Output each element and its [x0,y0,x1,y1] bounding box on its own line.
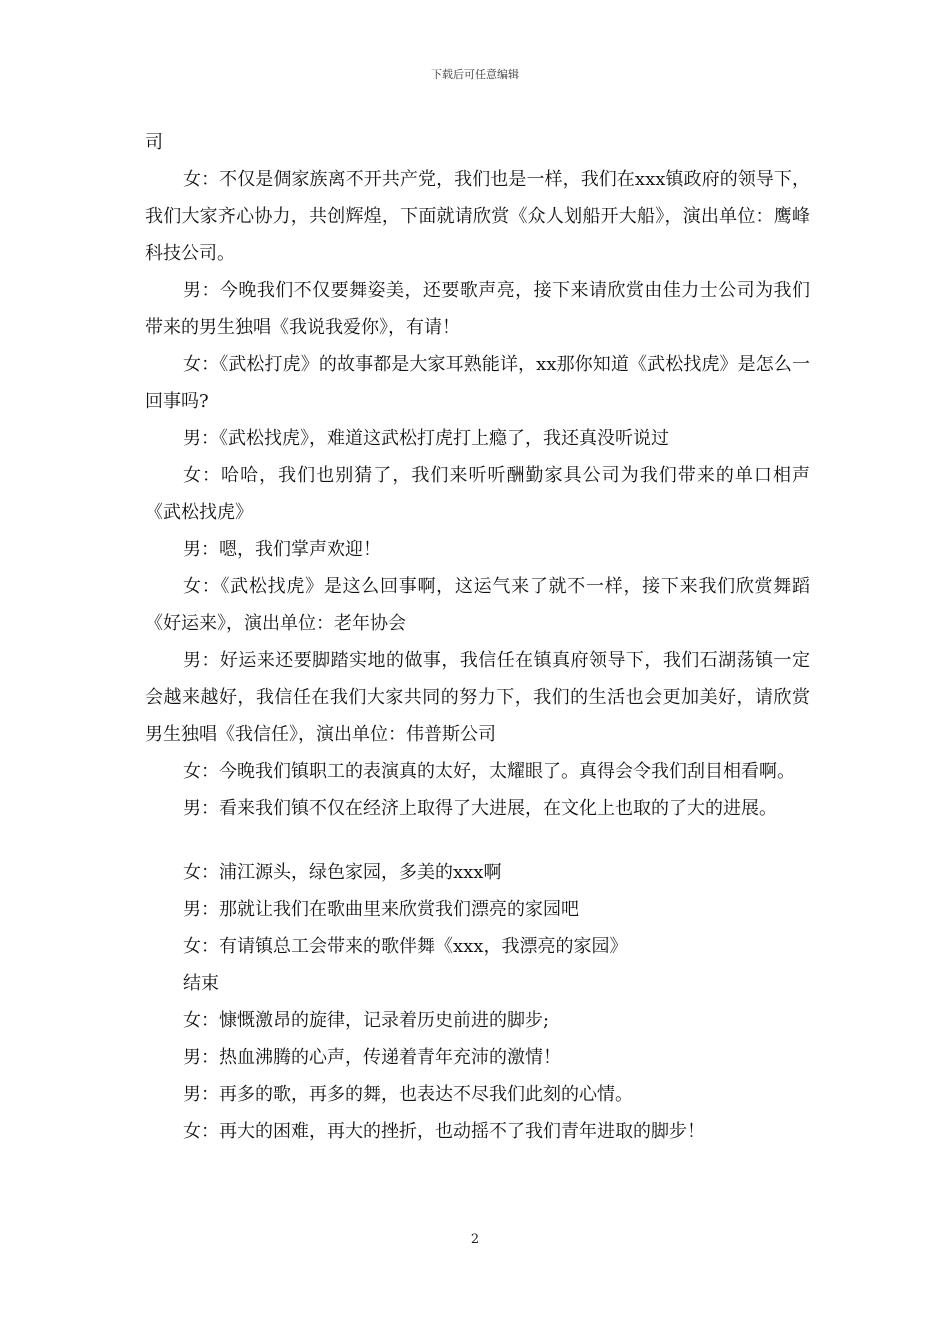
paragraph: 结束 [183,973,219,994]
paragraph: 男：看来我们镇不仅在经济上取得了大进展，在文化上也取的了大的进展。 [183,798,777,819]
paragraph: 女：哈哈，我们也别猜了，我们来听听酬勤家具公司为我们带来的单口相声《武松找虎》 [145,465,810,523]
page-number: 2 [470,1232,480,1247]
paragraph: 女：慷慨激昂的旋律，记录着历史前进的脚步; [183,1010,550,1031]
paragraph: 男：《武松找虎》，难道这武松打虎打上瘾了，我还真没听说过 [183,428,669,449]
paragraph: 司 [145,132,163,153]
paragraph: 男：那就让我们在歌曲里来欣赏我们漂亮的家园吧 [183,899,579,920]
blank-line [145,827,810,854]
paragraph: 女：《武松找虎》是这么回事啊，这运气来了就不一样，接下来我们欣赏舞蹈《好运来》，演出单位：老年协会 [145,576,810,634]
paragraph: 女：有请镇总工会带来的歌伴舞《xxx，我漂亮的家园》 [183,936,628,957]
paragraph: 男：热血沸腾的心声，传递着青年充沛的激情！ [183,1047,561,1068]
paragraph: 女：不仅是倜家族离不开共产党，我们也是一样，我们在xxx镇政府的领导下，我们大家齐心协力，共创辉煌，下面就请欣赏《众人划船开大船》，演出单位：鹰峰科技公司。 [145,169,810,264]
paragraph: 男：再多的歌，再多的舞，也表达不尽我们此刻的心情。 [183,1084,633,1105]
paragraph: 女：《武松打虎》的故事都是大家耳熟能详，xx那你知道《武松找虎》是怎么一回事吗? [145,354,810,412]
paragraph: 女：再大的困难，再大的挫折，也动摇不了我们青年进取的脚步！ [183,1121,705,1142]
paragraph: 女：浦江源头，绿色家园，多美的xxx啊 [183,862,502,883]
paragraph-group-top [145,124,810,827]
document-body [145,124,810,1150]
paragraph: 男：今晚我们不仅要舞姿美，还要歌声亮，接下来请欣赏由佳力士公司为我们带来的男生独唱《我说我爱你》，有请！ [145,280,810,338]
paragraph-group-bottom [145,854,810,1150]
paragraph: 女：今晚我们镇职工的表演真的太好，太耀眼了。真得会令我们刮目相看啊。 [183,761,795,782]
page-header: 下载后可任意编辑 [431,68,519,81]
paragraph: 男：嗯，我们掌声欢迎！ [183,539,381,560]
paragraph: 男：好运来还要脚踏实地的做事，我信任在镇真府领导下，我们石湖荡镇一定会越来越好，我信任在我们大家共同的努力下，我们的生活也会更加美好，请欣赏男生独唱《我信任》，演出单位：伟普斯公司 [145,650,810,745]
